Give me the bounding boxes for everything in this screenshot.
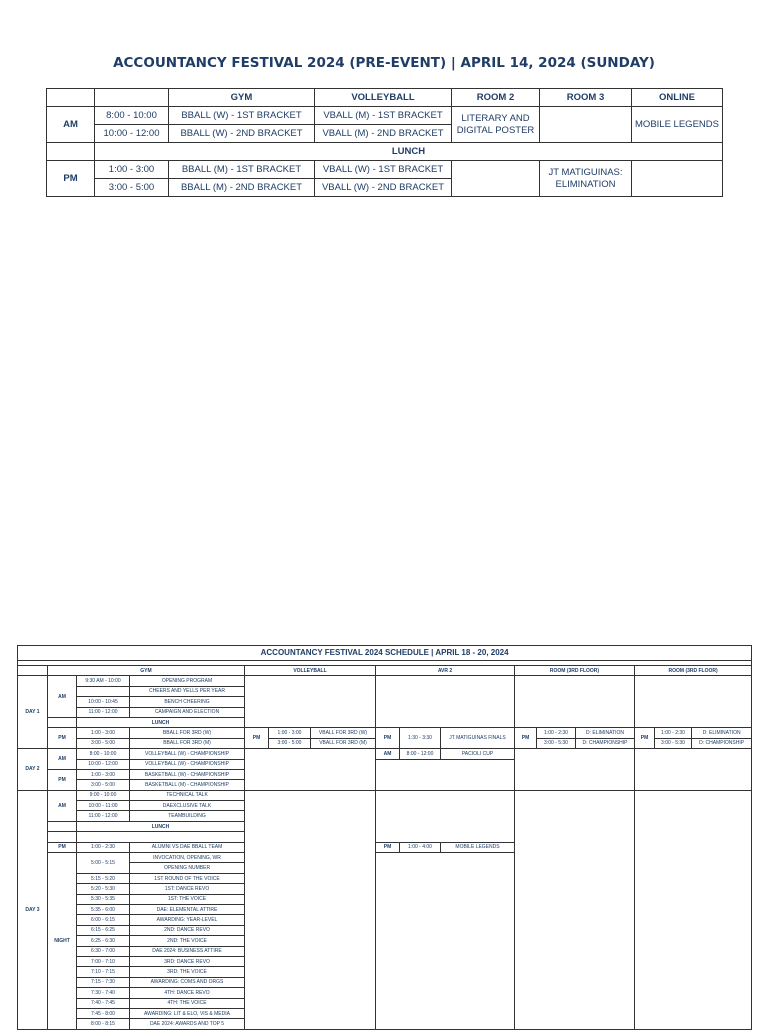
empty-cell [245, 790, 376, 1029]
room2-cell: LITERARY AND DIGITAL POSTER [452, 107, 540, 143]
event-cell: 1ST: DANCE REVO [130, 884, 245, 894]
lunch-label: LUNCH [95, 143, 723, 161]
event-cell: 3RD: DANCE REVO [130, 956, 245, 966]
gym-cell: BBALL (M) - 1ST BRACKET [169, 161, 315, 179]
header-cell [47, 89, 95, 107]
header-room-3rd-floor: ROOM (3RD FLOOR) [515, 666, 635, 676]
empty-cell [48, 821, 77, 831]
event-cell: CHEERS AND YELLS PER YEAR [130, 686, 245, 696]
event-cell: D: ELIMINATION [576, 728, 635, 738]
empty-header [18, 666, 48, 676]
time-cell: 6:00 - 6:15 [77, 915, 130, 925]
avr-pm-label: PM [376, 842, 400, 852]
time-cell: 5:20 - 5:30 [77, 884, 130, 894]
gym-cell: BBALL (W) - 2ND BRACKET [169, 125, 315, 143]
time-cell: 9:00 - 10:00 [77, 790, 130, 800]
time-cell: 1:30 - 3:30 [400, 728, 441, 749]
time-cell: 8:00 - 10:00 [95, 107, 169, 125]
day3-label: DAY 3 [18, 790, 48, 1029]
time-cell: 8:00 - 8:15 [77, 1019, 130, 1029]
event-cell: ALUMNI VS DAE BBALL TEAM [130, 842, 245, 852]
empty-cell [47, 143, 95, 161]
event-cell: DAE: ELEMENTAL ATTIRE [130, 904, 245, 914]
event-cell: 1ST ROUND OF THE VOICE [130, 873, 245, 883]
table-row [18, 676, 752, 686]
event-cell: OPENING PROGRAM [130, 676, 245, 686]
volleyball-cell: VBALL (W) - 1ST BRACKET [315, 161, 452, 179]
event-cell: INVOCATION, OPENING, WR [130, 853, 245, 863]
time-cell: 6:25 - 6:30 [77, 936, 130, 946]
empty-cell [376, 759, 515, 790]
time-cell: 3:00 - 5:30 [537, 738, 576, 748]
time-cell: 1:00 - 3:00 [269, 728, 311, 738]
schedule-title-row [18, 646, 752, 661]
gym-cell: BBALL (M) - 2ND BRACKET [169, 179, 315, 197]
time-cell: 8:00 - 12:00 [400, 749, 441, 759]
room1-pm-label: PM [515, 728, 537, 749]
empty-cell [635, 676, 752, 728]
time-cell: 7:15 - 7:30 [77, 977, 130, 987]
event-cell: BASKETBALL (W) - CHAMPIONSHIP [130, 769, 245, 779]
event-cell: D: ELIMINATION [692, 728, 752, 738]
time-cell: 8:00 - 10:00 [77, 749, 130, 759]
time-cell: 5:30 - 5:35 [77, 894, 130, 904]
empty-cell [77, 832, 245, 842]
time-cell: 10:00 - 12:00 [95, 125, 169, 143]
empty-cell [48, 717, 77, 727]
event-cell: 1ST: THE VOICE [130, 894, 245, 904]
avr-am-label: AM [376, 749, 400, 759]
event-cell: JT MATIGUINAS FINALS [441, 728, 515, 749]
time-cell: 1:00 - 3:00 [77, 769, 130, 779]
lunch-label: LUNCH [77, 717, 245, 727]
event-cell: 4TH: DANCE REVO [130, 988, 245, 998]
event-cell: OPENING NUMBER [130, 863, 245, 873]
time-cell: 7:45 - 8:00 [77, 1008, 130, 1018]
header-room-3rd-floor-2: ROOM (3RD FLOOR) [635, 666, 752, 676]
vball-pm-label: PM [245, 728, 269, 749]
lunch-label: LUNCH [77, 821, 245, 831]
pm-label: PM [48, 769, 77, 790]
event-cell: BENCH CHEERING [130, 697, 245, 707]
pre-event-title: ACCOUNTANCY FESTIVAL 2024 (PRE-EVENT) | APRIL 14, 2024 (SUNDAY) [113, 55, 655, 71]
time-cell: 1:00 - 4:00 [400, 842, 441, 852]
event-cell: BASKETBALL (M) - CHAMPIONSHIP [130, 780, 245, 790]
table-row [18, 790, 752, 800]
empty-cell [376, 853, 515, 1030]
event-cell: AWARDING: COMS AND ORGS [130, 977, 245, 987]
time-cell: 9:30 AM - 10:00 [77, 676, 130, 686]
time-cell: 5:15 - 5:20 [77, 873, 130, 883]
table-row [18, 728, 752, 738]
time-cell: 1:00 - 2:30 [537, 728, 576, 738]
event-cell: 2ND: DANCE REVO [130, 925, 245, 935]
empty-cell [245, 676, 376, 728]
empty-cell [635, 749, 752, 791]
header-avr2: AVR 2 [376, 666, 515, 676]
time-cell: 10:00 - 11:00 [77, 801, 130, 811]
time-cell: 7:30 - 7:40 [77, 988, 130, 998]
table-header-row [47, 89, 723, 107]
time-cell: 1:00 - 2:30 [77, 842, 130, 852]
event-cell: TECHNICAL TALK [130, 790, 245, 800]
event-cell: TEAMBUILDING [130, 811, 245, 821]
time-cell: 3:00 - 5:00 [77, 780, 130, 790]
time-cell: 1:00 - 3:00 [77, 728, 130, 738]
time-cell: 1:00 - 3:00 [95, 161, 169, 179]
header-gym: GYM [169, 89, 315, 107]
room3-cell: JT MATIGUINAS: ELIMINATION [540, 161, 632, 197]
header-room2: ROOM 2 [452, 89, 540, 107]
event-cell: PACIOLI CUP [441, 749, 515, 759]
time-cell: 10:00 - 10:45 [77, 697, 130, 707]
empty-cell [376, 790, 515, 842]
event-cell: D: CHAMPIONSHIP [576, 738, 635, 748]
time-cell: 1:00 - 2:30 [655, 728, 692, 738]
event-cell: AWARDING: LIT & ELO, VIS & MEDIA [130, 1008, 245, 1018]
event-cell: 4TH: THE VOICE [130, 998, 245, 1008]
day1-label: DAY 1 [18, 676, 48, 749]
time-cell: 3:00 - 5:00 [269, 738, 311, 748]
day2-label: DAY 2 [18, 749, 48, 791]
room2-pm-label: PM [635, 728, 655, 749]
empty-cell [635, 790, 752, 1029]
volleyball-cell: VBALL (M) - 2ND BRACKET [315, 125, 452, 143]
room2-cell [452, 161, 540, 197]
empty-cell [515, 790, 635, 1029]
time-cell: 7:10 - 7:15 [77, 967, 130, 977]
table-row [18, 749, 752, 759]
time-cell: 5:00 - 5:15 [77, 853, 130, 874]
am-label: AM [48, 676, 77, 718]
empty-cell [376, 676, 515, 728]
event-cell: DAE 2024: BUSINESS ATTIRE [130, 946, 245, 956]
volleyball-cell: VBALL (W) - 2ND BRACKET [315, 179, 452, 197]
event-cell: DAEXCLUSIVE TALK [130, 801, 245, 811]
event-cell: AWARDING: YEAR-LEVEL [130, 915, 245, 925]
time-cell: 7:00 - 7:10 [77, 956, 130, 966]
header-gym: GYM [48, 666, 245, 676]
pm-label: PM [47, 161, 95, 197]
time-cell [77, 686, 130, 696]
header-online: ONLINE [632, 89, 723, 107]
volleyball-cell: VBALL (M) - 1ST BRACKET [315, 107, 452, 125]
festival-schedule-table [17, 645, 752, 1030]
event-cell: MOBILE LEGENDS [441, 842, 515, 852]
time-cell: 3:00 - 5:00 [95, 179, 169, 197]
event-cell: VOLLEYBALL (W) - CHAMPIONSHIP [130, 759, 245, 769]
empty-cell [48, 832, 77, 842]
pm-label: PM [48, 728, 77, 749]
header-room3: ROOM 3 [540, 89, 632, 107]
time-cell: 11:00 - 12:00 [77, 707, 130, 717]
gym-cell: BBALL (W) - 1ST BRACKET [169, 107, 315, 125]
am-label: AM [48, 790, 77, 821]
event-cell: VOLLEYBALL (W) - CHAMPIONSHIP [130, 749, 245, 759]
avr-pm-label: PM [376, 728, 400, 749]
pm-label: PM [48, 842, 77, 852]
time-cell: 7:40 - 7:45 [77, 998, 130, 1008]
time-cell: 11:00 - 12:00 [77, 811, 130, 821]
time-cell: 3:00 - 5:00 [77, 738, 130, 748]
event-cell: VBALL FOR 3RD (W) [311, 728, 376, 738]
time-cell: 5:35 - 6:00 [77, 904, 130, 914]
time-cell: 6:15 - 6:25 [77, 925, 130, 935]
event-cell: BBALL FOR 3RD (M) [130, 738, 245, 748]
room3-cell [540, 107, 632, 143]
empty-cell [515, 749, 635, 791]
event-cell: BBALL FOR 3RD (W) [130, 728, 245, 738]
event-cell: 3RD: THE VOICE [130, 967, 245, 977]
event-cell: VBALL FOR 3RD (M) [311, 738, 376, 748]
header-volleyball: VOLLEYBALL [315, 89, 452, 107]
event-cell: D: CHAMPIONSHIP [692, 738, 752, 748]
lunch-row [47, 143, 723, 161]
table-row [47, 107, 723, 125]
schedule-title: ACCOUNTANCY FESTIVAL 2024 SCHEDULE | APRIL 18 - 20, 2024 [18, 646, 752, 661]
table-row [47, 161, 723, 179]
pre-event-schedule-table [46, 88, 723, 197]
online-cell: MOBILE LEGENDS [632, 107, 723, 143]
am-label: AM [48, 749, 77, 770]
time-cell: 6:30 - 7:00 [77, 946, 130, 956]
time-cell: 10:00 - 12:00 [77, 759, 130, 769]
header-volleyball: VOLLEYBALL [245, 666, 376, 676]
table-header-row [18, 666, 752, 676]
header-cell [95, 89, 169, 107]
event-cell: DAE 2024: AWARDS AND TOP 5 [130, 1019, 245, 1029]
am-label: AM [47, 107, 95, 143]
time-cell: 3:00 - 5:30 [655, 738, 692, 748]
night-label: NIGHT [48, 853, 77, 1030]
online-cell [632, 161, 723, 197]
event-cell: 2ND: THE VOICE [130, 936, 245, 946]
empty-cell [245, 749, 376, 791]
event-cell: CAMPAIGN AND ELECTION [130, 707, 245, 717]
empty-cell [515, 676, 635, 728]
